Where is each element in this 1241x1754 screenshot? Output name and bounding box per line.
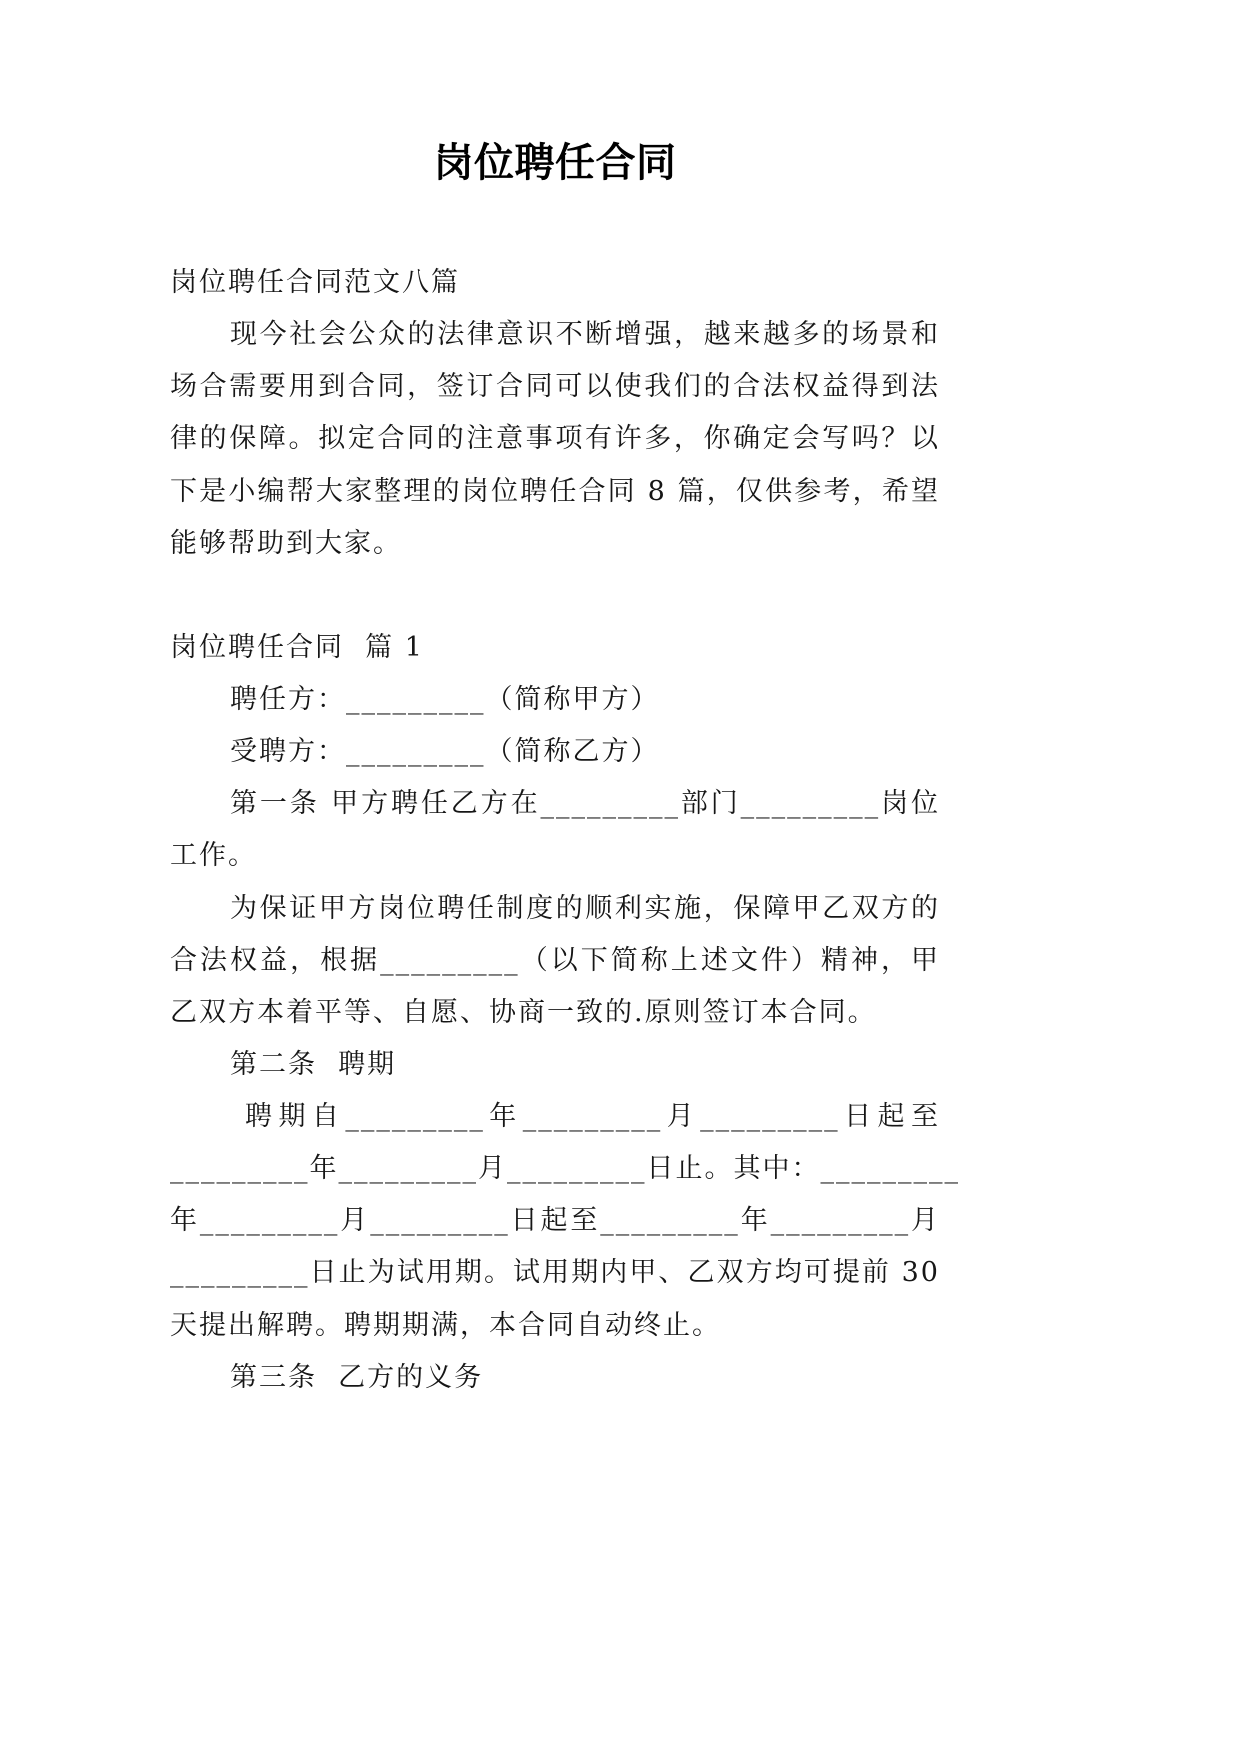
paragraph-line: 天提出解聘。聘期期满，本合同自动终止。 bbox=[170, 1309, 721, 1341]
article-heading: 岗位聘任合同 篇 1 bbox=[170, 631, 424, 663]
intro-line: 律的保障。拟定合同的注意事项有许多，你确定会写吗？以 bbox=[170, 423, 940, 455]
document-heading: 岗位聘任合同范文八篇 bbox=[170, 267, 460, 298]
blank-line bbox=[170, 570, 940, 622]
paragraph-line: _________日止为试用期。试用期内甲、乙双方均可提前 30 bbox=[170, 1257, 940, 1289]
intro-line: 场合需要用到合同，签订合同可以使我们的合法权益得到法 bbox=[170, 371, 940, 403]
paragraph-line: 工作。 bbox=[170, 840, 257, 872]
paragraph-line: 乙双方本着平等、自愿、协商一致的.原则签订本合同。 bbox=[170, 996, 877, 1028]
intro-line: 能够帮助到大家。 bbox=[170, 527, 402, 559]
paragraph-line: 聘期自_________年_________月_________日起至 bbox=[245, 1101, 940, 1132]
document-title: 岗位聘任合同 bbox=[433, 139, 677, 186]
article-1-paragraph bbox=[170, 778, 940, 882]
paragraph-line: 第二条 聘期 bbox=[230, 1048, 397, 1080]
paragraph-line: 第三条 乙方的义务 bbox=[230, 1361, 484, 1393]
article-2-heading bbox=[170, 1039, 940, 1091]
document-body bbox=[170, 257, 960, 1404]
paragraph-line: _________年_________月_________日止。其中：_________ bbox=[170, 1153, 960, 1185]
paragraph-line: 合法权益，根据_________（以下简称上述文件）精神，甲 bbox=[170, 944, 940, 976]
intro-paragraph bbox=[170, 309, 940, 570]
paragraph-line: 年_________月_________日起至_________年_________月 bbox=[170, 1205, 940, 1237]
employee-field bbox=[170, 726, 940, 778]
purpose-paragraph bbox=[170, 883, 940, 1039]
intro-line: 下是小编帮大家整理的岗位聘任合同 8 篇，仅供参考，希望 bbox=[170, 475, 940, 507]
article-3-heading bbox=[170, 1352, 940, 1404]
term-paragraph bbox=[170, 1091, 960, 1352]
paragraph-line: 第一条 甲方聘任乙方在_________部门_________岗位 bbox=[230, 788, 940, 820]
paragraph-line: 受聘方：_________（简称乙方） bbox=[230, 736, 660, 768]
intro-line: 现今社会公众的法律意识不断增强，越来越多的场景和 bbox=[230, 319, 940, 351]
employer-field bbox=[170, 674, 940, 726]
paragraph-line: 聘任方：_________（简称甲方） bbox=[230, 684, 660, 715]
paragraph-line: 为保证甲方岗位聘任制度的顺利实施，保障甲乙双方的 bbox=[230, 892, 940, 924]
